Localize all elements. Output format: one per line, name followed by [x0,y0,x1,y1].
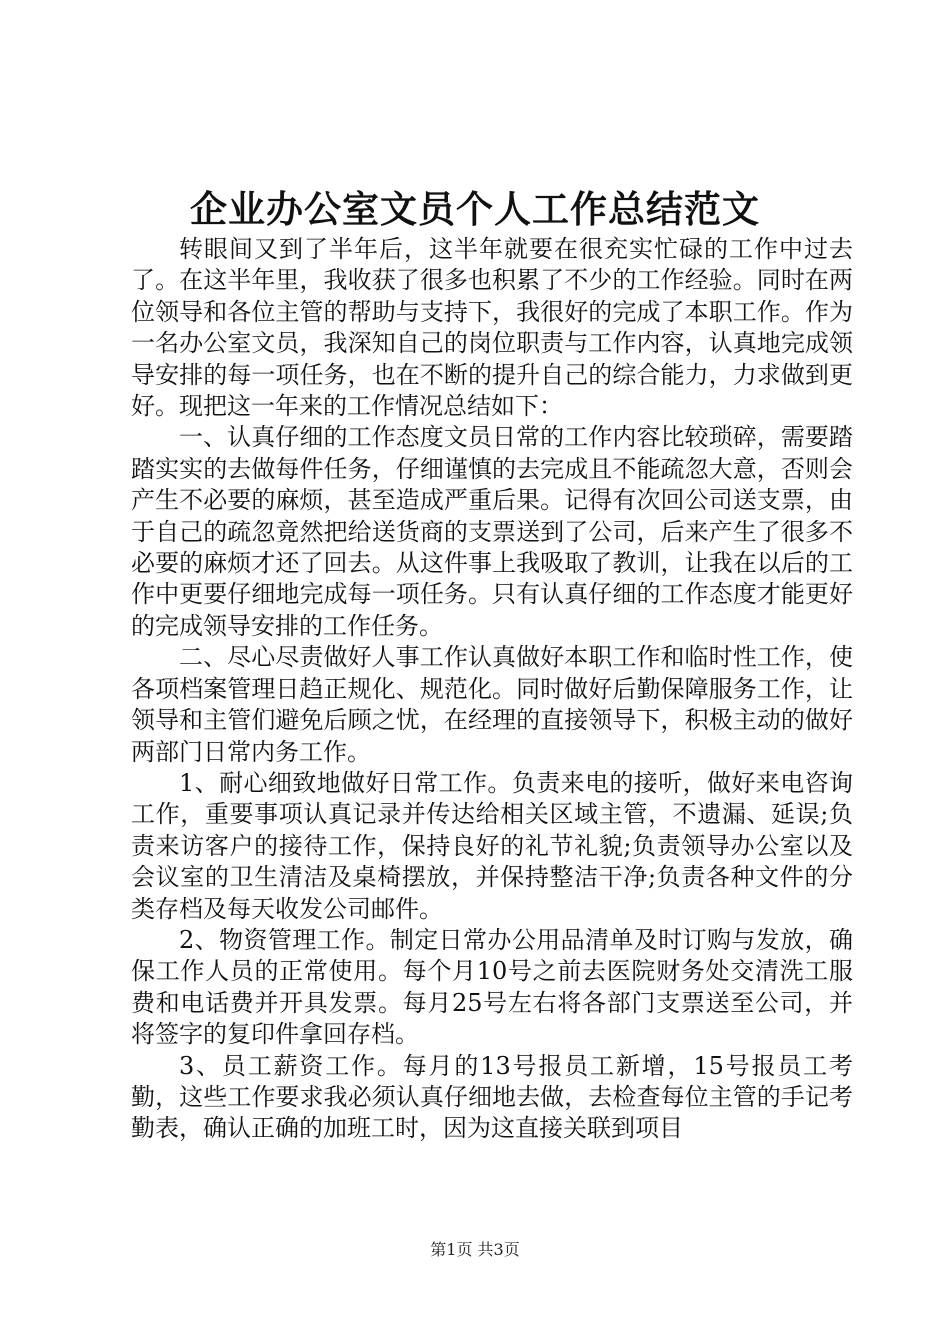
paragraph-section-2: 二、尽心尽责做好人事工作认真做好本职工作和临时性工作，使各项档案管理日趋正规化、规范化。同时做好后勤保障服务工作，让领导和主管们避免后顾之忧，在经理的直接领导下，积极主动的做好两部门日常内务工作。 [131,643,853,766]
paragraph-item-2: 2、物资管理工作。制定日常办公用品清单及时订购与发放，确保工作人员的正常使用。每个月10号之前去医院财务处交清洗工服费和电话费并开具发票。每月25号左右将各部门支票送至公司，并将签字的复印件拿回存档。 [131,925,853,1049]
document-title: 企业办公室文员个人工作总结范文 [190,187,760,231]
page-number-footer: 第1页 共3页 [430,1240,520,1259]
paragraph-section-1: 一、认真仔细的工作态度文员日常的工作内容比较琐碎，需要踏踏实实的去做每件任务，仔细谨慎的去完成且不能疏忽大意，否则会产生不必要的麻烦，甚至造成严重后果。记得有次回公司送支票，由于自己的疏忽竟然把给送货商的支票送到了公司，后来产生了很多不必要的麻烦才还了回去。从这件事上我吸取了教训，让我在以后的工作中更要仔细地完成每一项任务。只有认真仔细的工作态度才能更好的完成领导安排的工作任务。 [131,423,853,640]
paragraph-intro: 转眼间又到了半年后，这半年就要在很充实忙碌的工作中过去了。在这半年里，我收获了很多也积累了不少的工作经验。同时在两位领导和各位主管的帮助与支持下，我很好的完成了本职工作。作为一名办公室文员，我深知自己的岗位职责与工作内容，认真地完成领导安排的每一项任务，也在不断的提升自己的综合能力，力求做到更好。现把这一年来的工作情况总结如下： [131,235,853,421]
paragraph-item-3: 3、员工薪资工作。每月的13号报员工新增，15号报员工考勤，这些工作要求我必须认真仔细地去做，去检查每位主管的手记考勤表，确认正确的加班工时，因为这直接关联到项目 [131,1051,853,1143]
document-body [131,234,853,1145]
paragraph-item-1: 1、耐心细致地做好日常工作。负责来电的接听，做好来电咨询工作，重要事项认真记录并传达给相关区域主管，不遗漏、延误;负责来访客户的接待工作，保持良好的礼节礼貌;负责领导办公室以及会议室的卫生清洁及桌椅摆放，并保持整洁干净;负责各种文件的分类存档及每天收发公司邮件。 [131,768,853,923]
